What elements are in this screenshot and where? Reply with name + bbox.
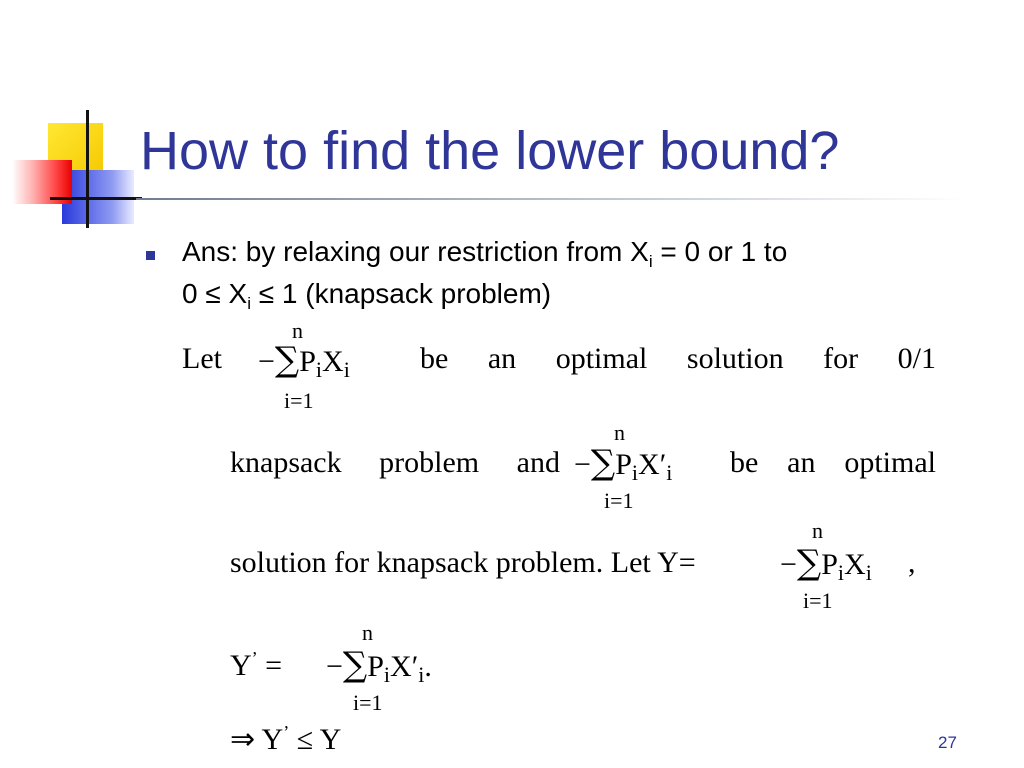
sum-upper-1: n	[292, 318, 303, 343]
minus-sign: −	[574, 448, 591, 481]
sum-upper-2: n	[614, 420, 625, 445]
minus-sign: −	[780, 548, 797, 581]
sub-i: i	[418, 662, 425, 687]
word: knapsack	[230, 446, 342, 479]
var-y: Y	[261, 723, 284, 756]
prime-mark: ′	[659, 448, 667, 481]
word: problem	[379, 446, 480, 479]
var-y: Y	[319, 723, 342, 756]
implies-icon: ⇒	[230, 723, 256, 756]
word: an	[487, 342, 517, 375]
sigma-icon: ∑	[796, 543, 822, 583]
minus-sign: −	[258, 345, 275, 378]
bullet-line1-prefix: Ans: by relaxing our restriction from X	[182, 236, 649, 267]
decor-horizontal-line	[50, 197, 142, 200]
sub-i: i	[383, 662, 391, 687]
decor-vertical-line	[86, 110, 89, 228]
math-line3-text: solution for knapsack problem. Let Y=	[230, 546, 696, 579]
math-let: Let	[182, 342, 222, 375]
var-y: Y	[230, 649, 252, 682]
minus-sign: −	[326, 650, 343, 683]
var-p: P	[615, 448, 632, 481]
prime-mark: ’	[251, 648, 258, 668]
var-x: X	[322, 345, 344, 378]
word: and	[516, 446, 560, 479]
var-p: P	[299, 345, 316, 378]
sum-lower-4: i=1	[353, 690, 383, 715]
word: solution	[686, 342, 784, 375]
var-p: P	[367, 650, 384, 683]
math-line3-trail: ,	[908, 546, 916, 579]
word: be	[420, 342, 449, 375]
var-x: X	[638, 448, 660, 481]
math-line2-words-before	[230, 446, 560, 480]
math-expr-3	[780, 543, 872, 586]
sigma-icon: ∑	[590, 443, 616, 483]
math-expr-1	[258, 340, 350, 383]
page-number: 27	[938, 733, 957, 752]
var-x: X	[844, 548, 866, 581]
bullet-line2-prefix: 0 ≤ X	[182, 278, 248, 309]
var-p: P	[821, 548, 838, 581]
math-line5	[230, 722, 341, 757]
equals-sign: =	[257, 649, 283, 682]
sub-i: i	[865, 560, 872, 585]
sum-lower-1: i=1	[284, 388, 314, 413]
sub-i: i	[315, 357, 323, 382]
bullet-line2-suffix: ≤ 1 (knapsack problem)	[250, 278, 552, 309]
sum-lower-2: i=1	[604, 488, 634, 513]
bullet-line2-sub: i	[247, 294, 251, 313]
prime-mark: ′	[411, 650, 419, 683]
word: for	[823, 342, 859, 375]
sum-upper-3: n	[812, 518, 823, 543]
leq-icon: ≤	[296, 723, 314, 756]
sigma-icon: ∑	[342, 645, 368, 685]
math-line4-lhs	[230, 648, 282, 683]
period: .	[424, 650, 432, 683]
slide-title: How to find the lower bound?	[140, 121, 840, 181]
bullet-text-line-1	[182, 236, 787, 272]
math-line1-words	[420, 342, 936, 376]
bullet-line1-suffix: = 0 or 1 to	[652, 236, 788, 267]
math-line2-words-after	[730, 446, 936, 480]
sub-i: i	[666, 460, 673, 485]
word: 0/1	[897, 342, 936, 375]
math-expr-4	[326, 645, 432, 688]
bullet-text-line-2	[182, 278, 551, 314]
bullet-marker	[146, 251, 155, 260]
word: optimal	[844, 446, 936, 479]
prime-mark: ’	[283, 722, 290, 742]
word: be	[730, 446, 759, 479]
sub-i: i	[837, 560, 845, 585]
math-expr-2	[574, 443, 672, 486]
sigma-icon: ∑	[274, 340, 300, 380]
sub-i: i	[343, 357, 350, 382]
word: an	[787, 446, 816, 479]
sub-i: i	[631, 460, 639, 485]
sum-lower-3: i=1	[803, 588, 833, 613]
bullet-line1-sub: i	[648, 252, 653, 271]
word: optimal	[555, 342, 648, 375]
title-underline	[136, 198, 966, 200]
sum-upper-4: n	[362, 620, 373, 645]
var-x: X	[390, 650, 412, 683]
